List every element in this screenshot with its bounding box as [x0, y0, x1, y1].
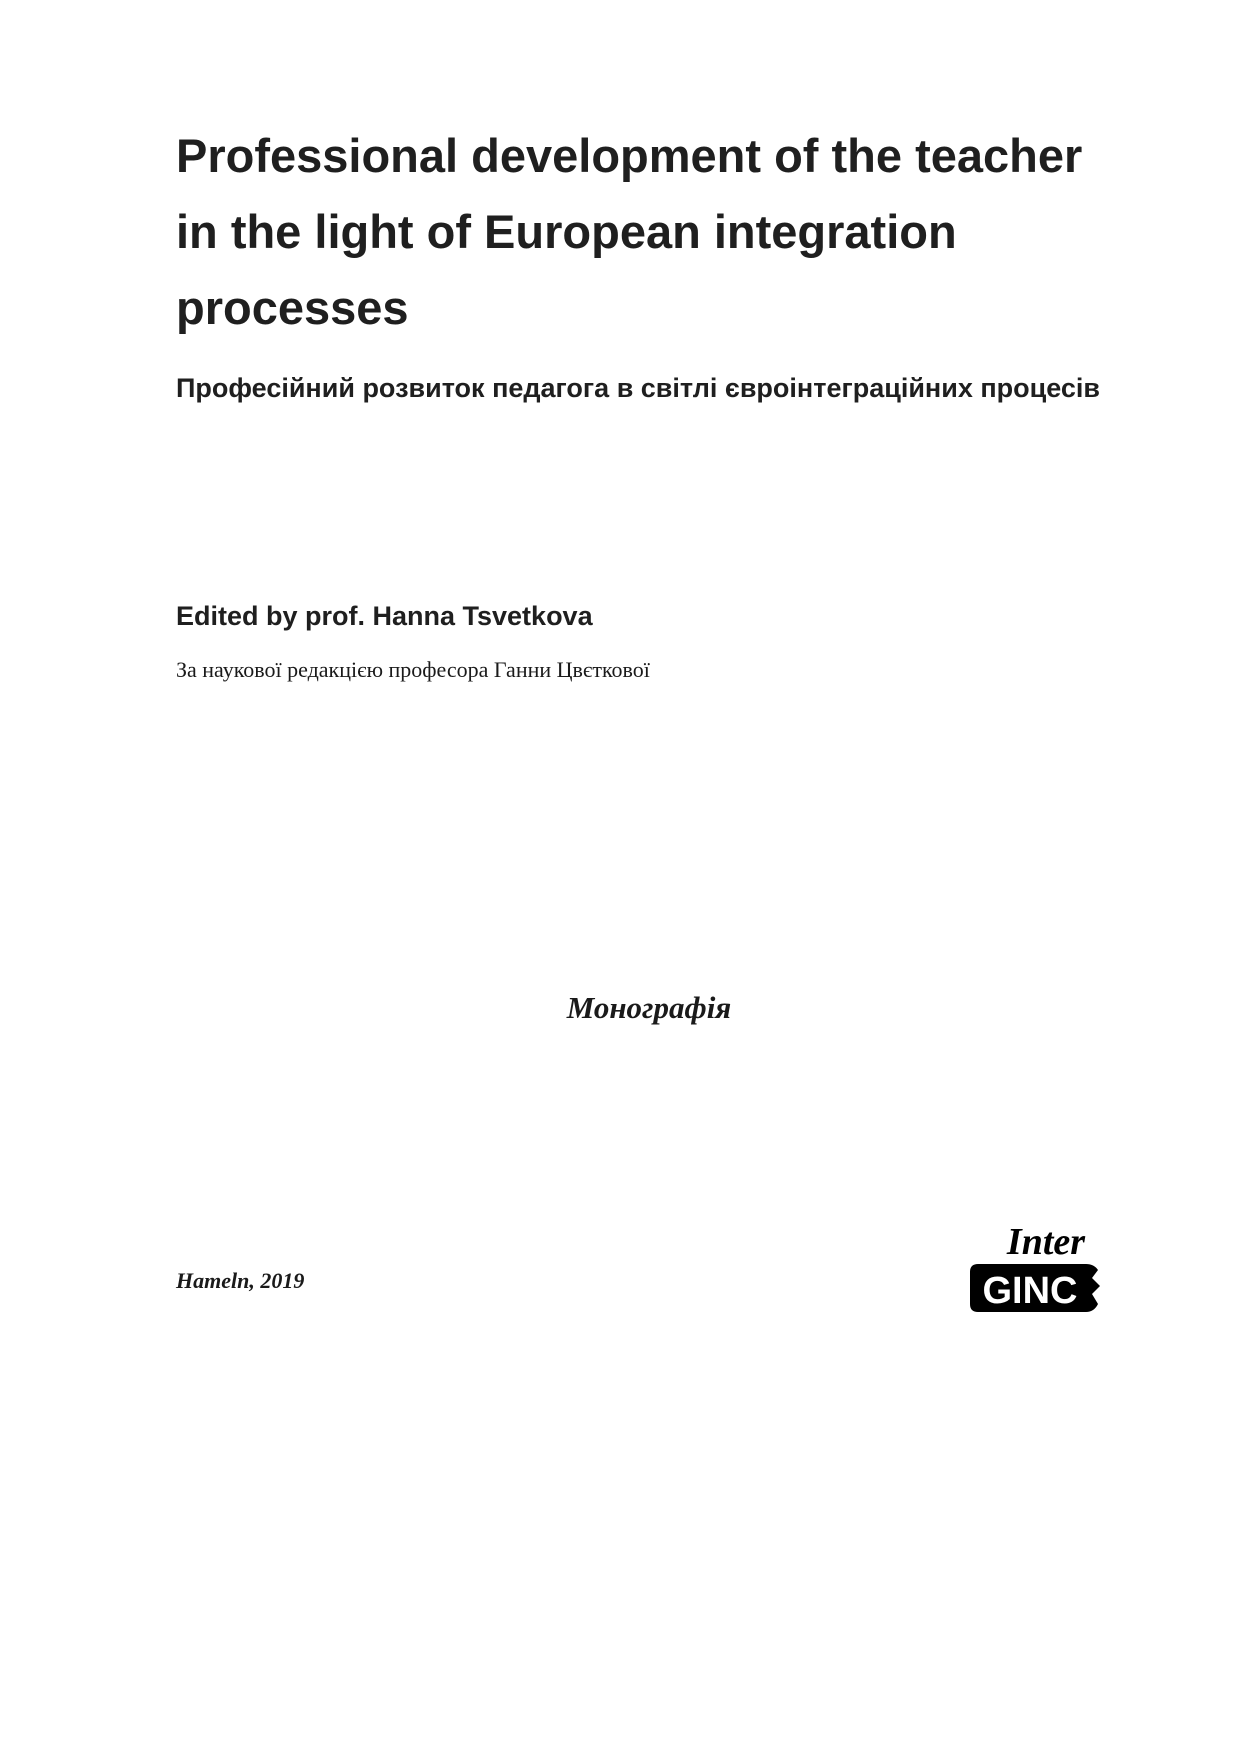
- logo-top-word: Inter: [1006, 1222, 1086, 1263]
- editor-line-ua: За наукової редакцією професора Ганни Цвєткової: [176, 657, 650, 682]
- genre-label: Монографія: [566, 990, 732, 1025]
- book-title-en: Professional development of the teacher in the light of European integration processes: [176, 129, 1083, 334]
- logo-bottom-word: GINC: [982, 1270, 1078, 1312]
- book-title-ua: Професійний розвиток педагога в світлі євроінтеграційних процесів: [176, 373, 1101, 403]
- editor-line-en: Edited by prof. Hanna Tsvetkova: [176, 601, 593, 631]
- intergingc-logo-icon: [968, 1222, 1104, 1314]
- publisher-logo: [968, 1222, 1104, 1314]
- place-year: Hameln, 2019: [176, 1268, 305, 1293]
